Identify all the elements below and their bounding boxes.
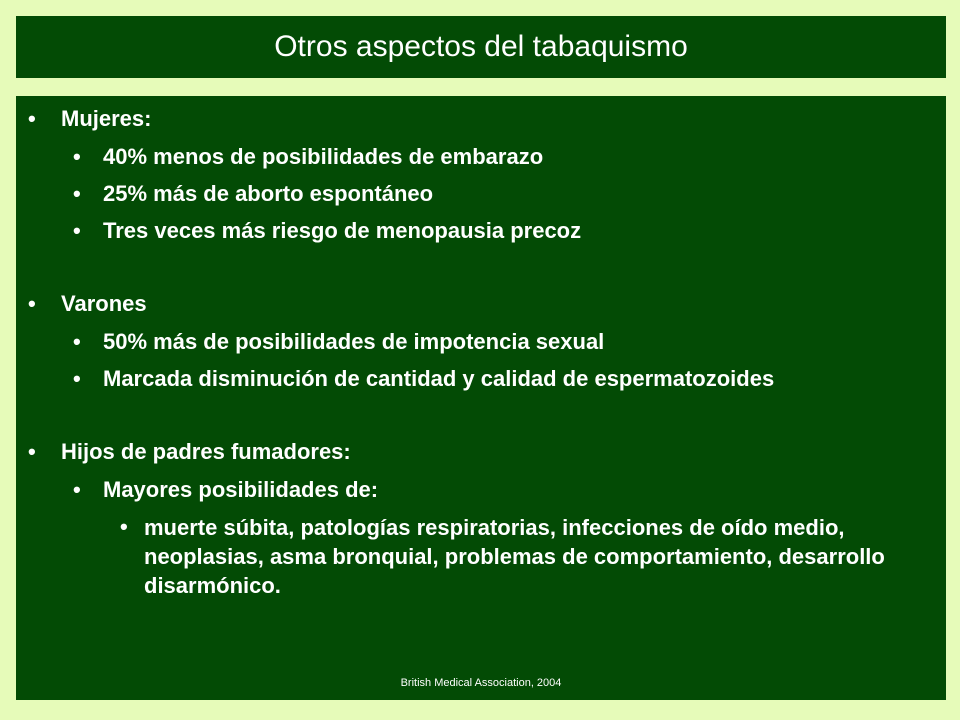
section-heading-varones: Varones xyxy=(61,291,147,316)
bullet-dot: • xyxy=(28,439,36,464)
sub-list-item-text: muerte súbita, patologías respiratorias, infecciones de oído medio, neoplasias, asma bronquial, problemas de comportamiento, desarrollo disarmónico. xyxy=(144,515,885,598)
bullet-dot: • xyxy=(73,181,81,206)
list-item-text: 50% más de posibilidades de impotencia sexual xyxy=(103,329,605,354)
list-item-text: 40% menos de posibilidades de embarazo xyxy=(103,144,544,169)
bullet-dot: • xyxy=(28,291,36,316)
bullet-dot: • xyxy=(120,514,128,539)
list-item-text: Marcada disminución de cantidad y calidad de espermatozoides xyxy=(103,366,775,391)
section-heading-hijos: Hijos de padres fumadores: xyxy=(61,439,351,464)
list-item-text: Tres veces más riesgo de menopausia precoz xyxy=(103,218,582,243)
title-banner xyxy=(16,16,946,78)
list-item-text: Mayores posibilidades de: xyxy=(103,477,379,502)
bullet-dot: • xyxy=(73,477,81,502)
bullet-dot: • xyxy=(73,144,81,169)
bullet-dot: • xyxy=(73,329,81,354)
bullet-dot: • xyxy=(73,366,81,391)
content-panel xyxy=(16,96,946,700)
section-heading-mujeres: Mujeres: xyxy=(61,106,152,131)
bullet-dot: • xyxy=(73,218,81,243)
slide-title: Otros aspectos del tabaquismo xyxy=(274,30,688,63)
bullet-dot: • xyxy=(28,106,36,131)
source-footer: British Medical Association, 2004 xyxy=(400,677,562,689)
list-item-text: 25% más de aborto espontáneo xyxy=(103,181,434,206)
